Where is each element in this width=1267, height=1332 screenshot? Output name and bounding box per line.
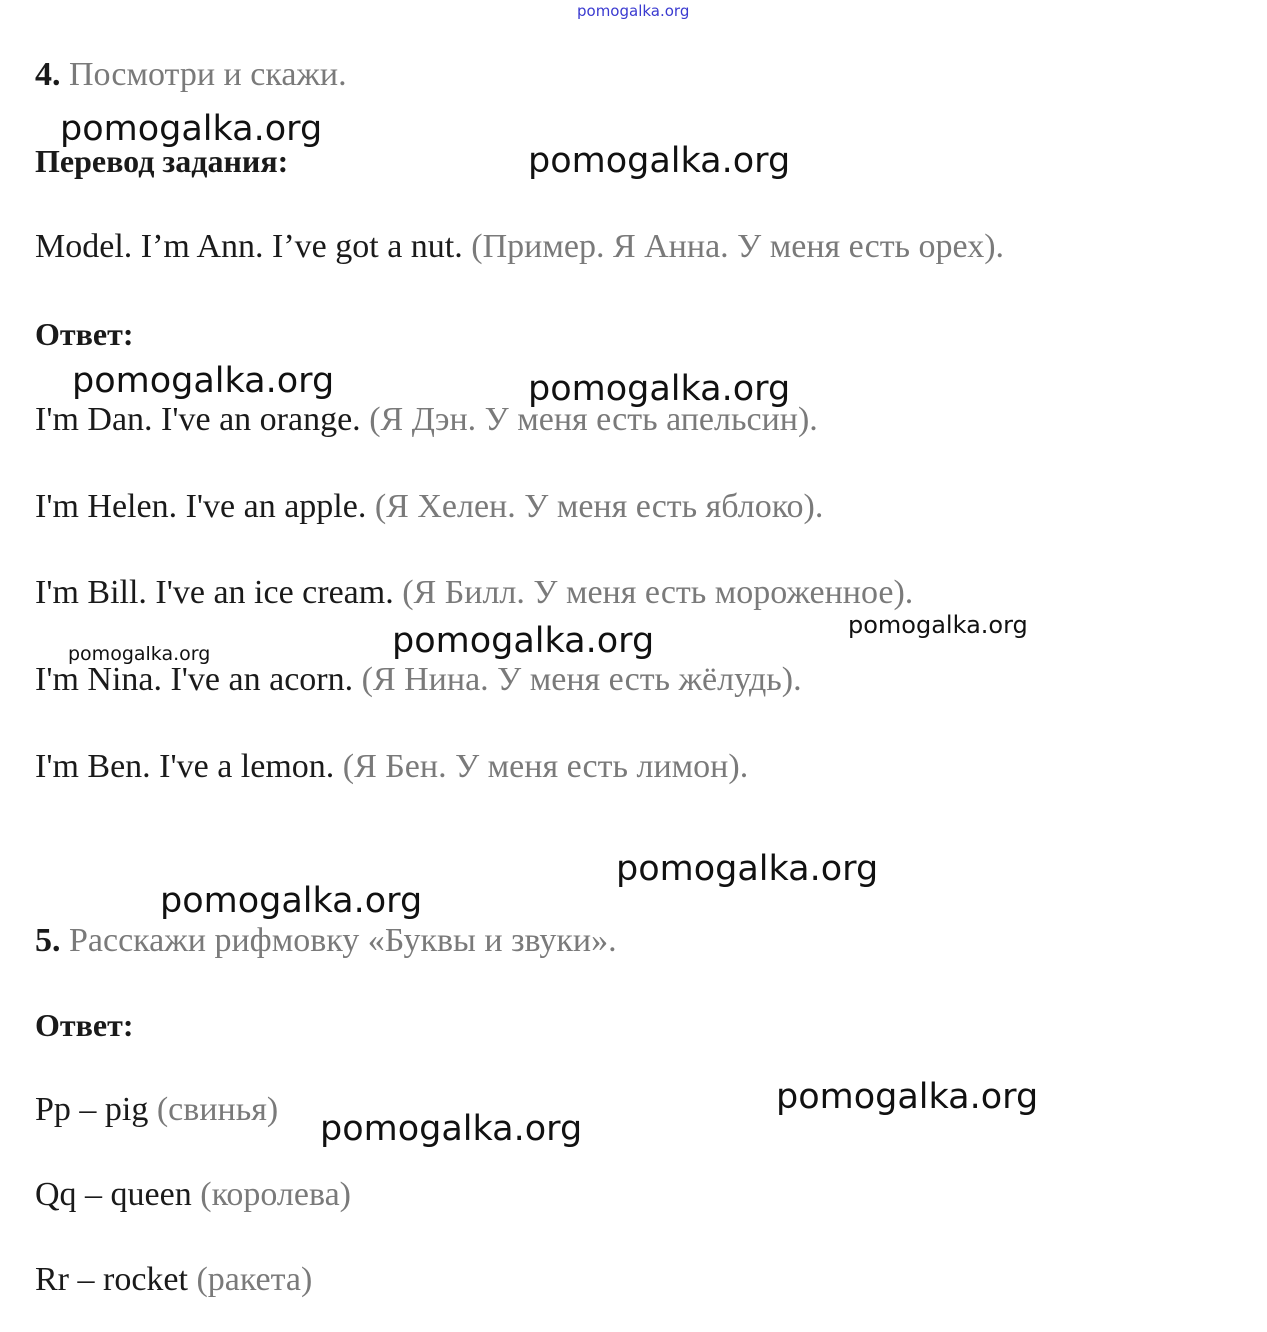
- answer-ru: (Я Нина. У меня есть жёлудь).: [361, 661, 802, 698]
- letter-en: Qq – queen: [35, 1176, 192, 1213]
- task-5-heading: [35, 924, 617, 958]
- letter-ru: (свинья): [156, 1091, 279, 1128]
- watermark: pomogalka.org: [848, 611, 1028, 639]
- watermark: pomogalka.org: [392, 621, 655, 661]
- answer-line-5: [35, 750, 748, 784]
- task-5-number: 5.: [35, 922, 61, 959]
- letter-line-3: [35, 1263, 312, 1297]
- answer-ru: (Я Бен. У меня есть лимон).: [342, 748, 749, 785]
- task-4-number: 4.: [35, 56, 61, 93]
- top-watermark-link[interactable]: pomogalka.org: [577, 2, 690, 20]
- watermark: pomogalka.org: [160, 881, 423, 921]
- answer-ru: (Я Хелен. У меня есть яблоко).: [374, 488, 824, 525]
- answer-heading-1: Ответ:: [35, 316, 134, 352]
- task-4-heading: [35, 58, 347, 92]
- answer-en: I'm Nina. I've an acorn.: [35, 661, 354, 698]
- model-en: Model. I’m Ann. I’ve got a nut.: [35, 228, 463, 265]
- task-4-title: Посмотри и скажи.: [69, 56, 347, 93]
- answer-line-4: [35, 663, 802, 697]
- watermark: pomogalka.org: [72, 361, 335, 401]
- watermark: pomogalka.org: [68, 643, 211, 665]
- answer-heading-2: Ответ:: [35, 1007, 134, 1043]
- watermark: pomogalka.org: [776, 1077, 1039, 1117]
- watermark: pomogalka.org: [320, 1109, 583, 1149]
- task-5-title: Расскажи рифмовку «Буквы и звуки».: [69, 922, 617, 959]
- letter-en: Rr – rocket: [35, 1261, 188, 1298]
- translation-heading: Перевод задания:: [35, 143, 289, 179]
- letter-en: Pp – pig: [35, 1091, 149, 1128]
- answer-line-3: [35, 576, 913, 610]
- watermark: pomogalka.org: [528, 141, 791, 181]
- letter-ru: (королева): [200, 1176, 351, 1213]
- answer-ru: (Я Билл. У меня есть мороженное).: [402, 574, 914, 611]
- answer-en: I'm Dan. I've an orange.: [35, 401, 361, 438]
- letter-line-1: [35, 1093, 278, 1127]
- watermark: pomogalka.org: [60, 109, 323, 149]
- answer-en: I'm Helen. I've an apple.: [35, 488, 367, 525]
- letter-line-2: [35, 1178, 351, 1212]
- answer-ru: (Я Дэн. У меня есть апельсин).: [369, 401, 818, 438]
- answer-en: I'm Ben. I've a lemon.: [35, 748, 335, 785]
- watermark: pomogalka.org: [616, 849, 879, 889]
- model-ru: (Пример. Я Анна. У меня есть орех).: [471, 228, 1005, 265]
- watermark: pomogalka.org: [528, 369, 791, 409]
- letter-ru: (ракета): [196, 1261, 313, 1298]
- answer-line-2: [35, 490, 823, 524]
- answer-en: I'm Bill. I've an ice cream.: [35, 574, 394, 611]
- model-line: [35, 230, 1004, 264]
